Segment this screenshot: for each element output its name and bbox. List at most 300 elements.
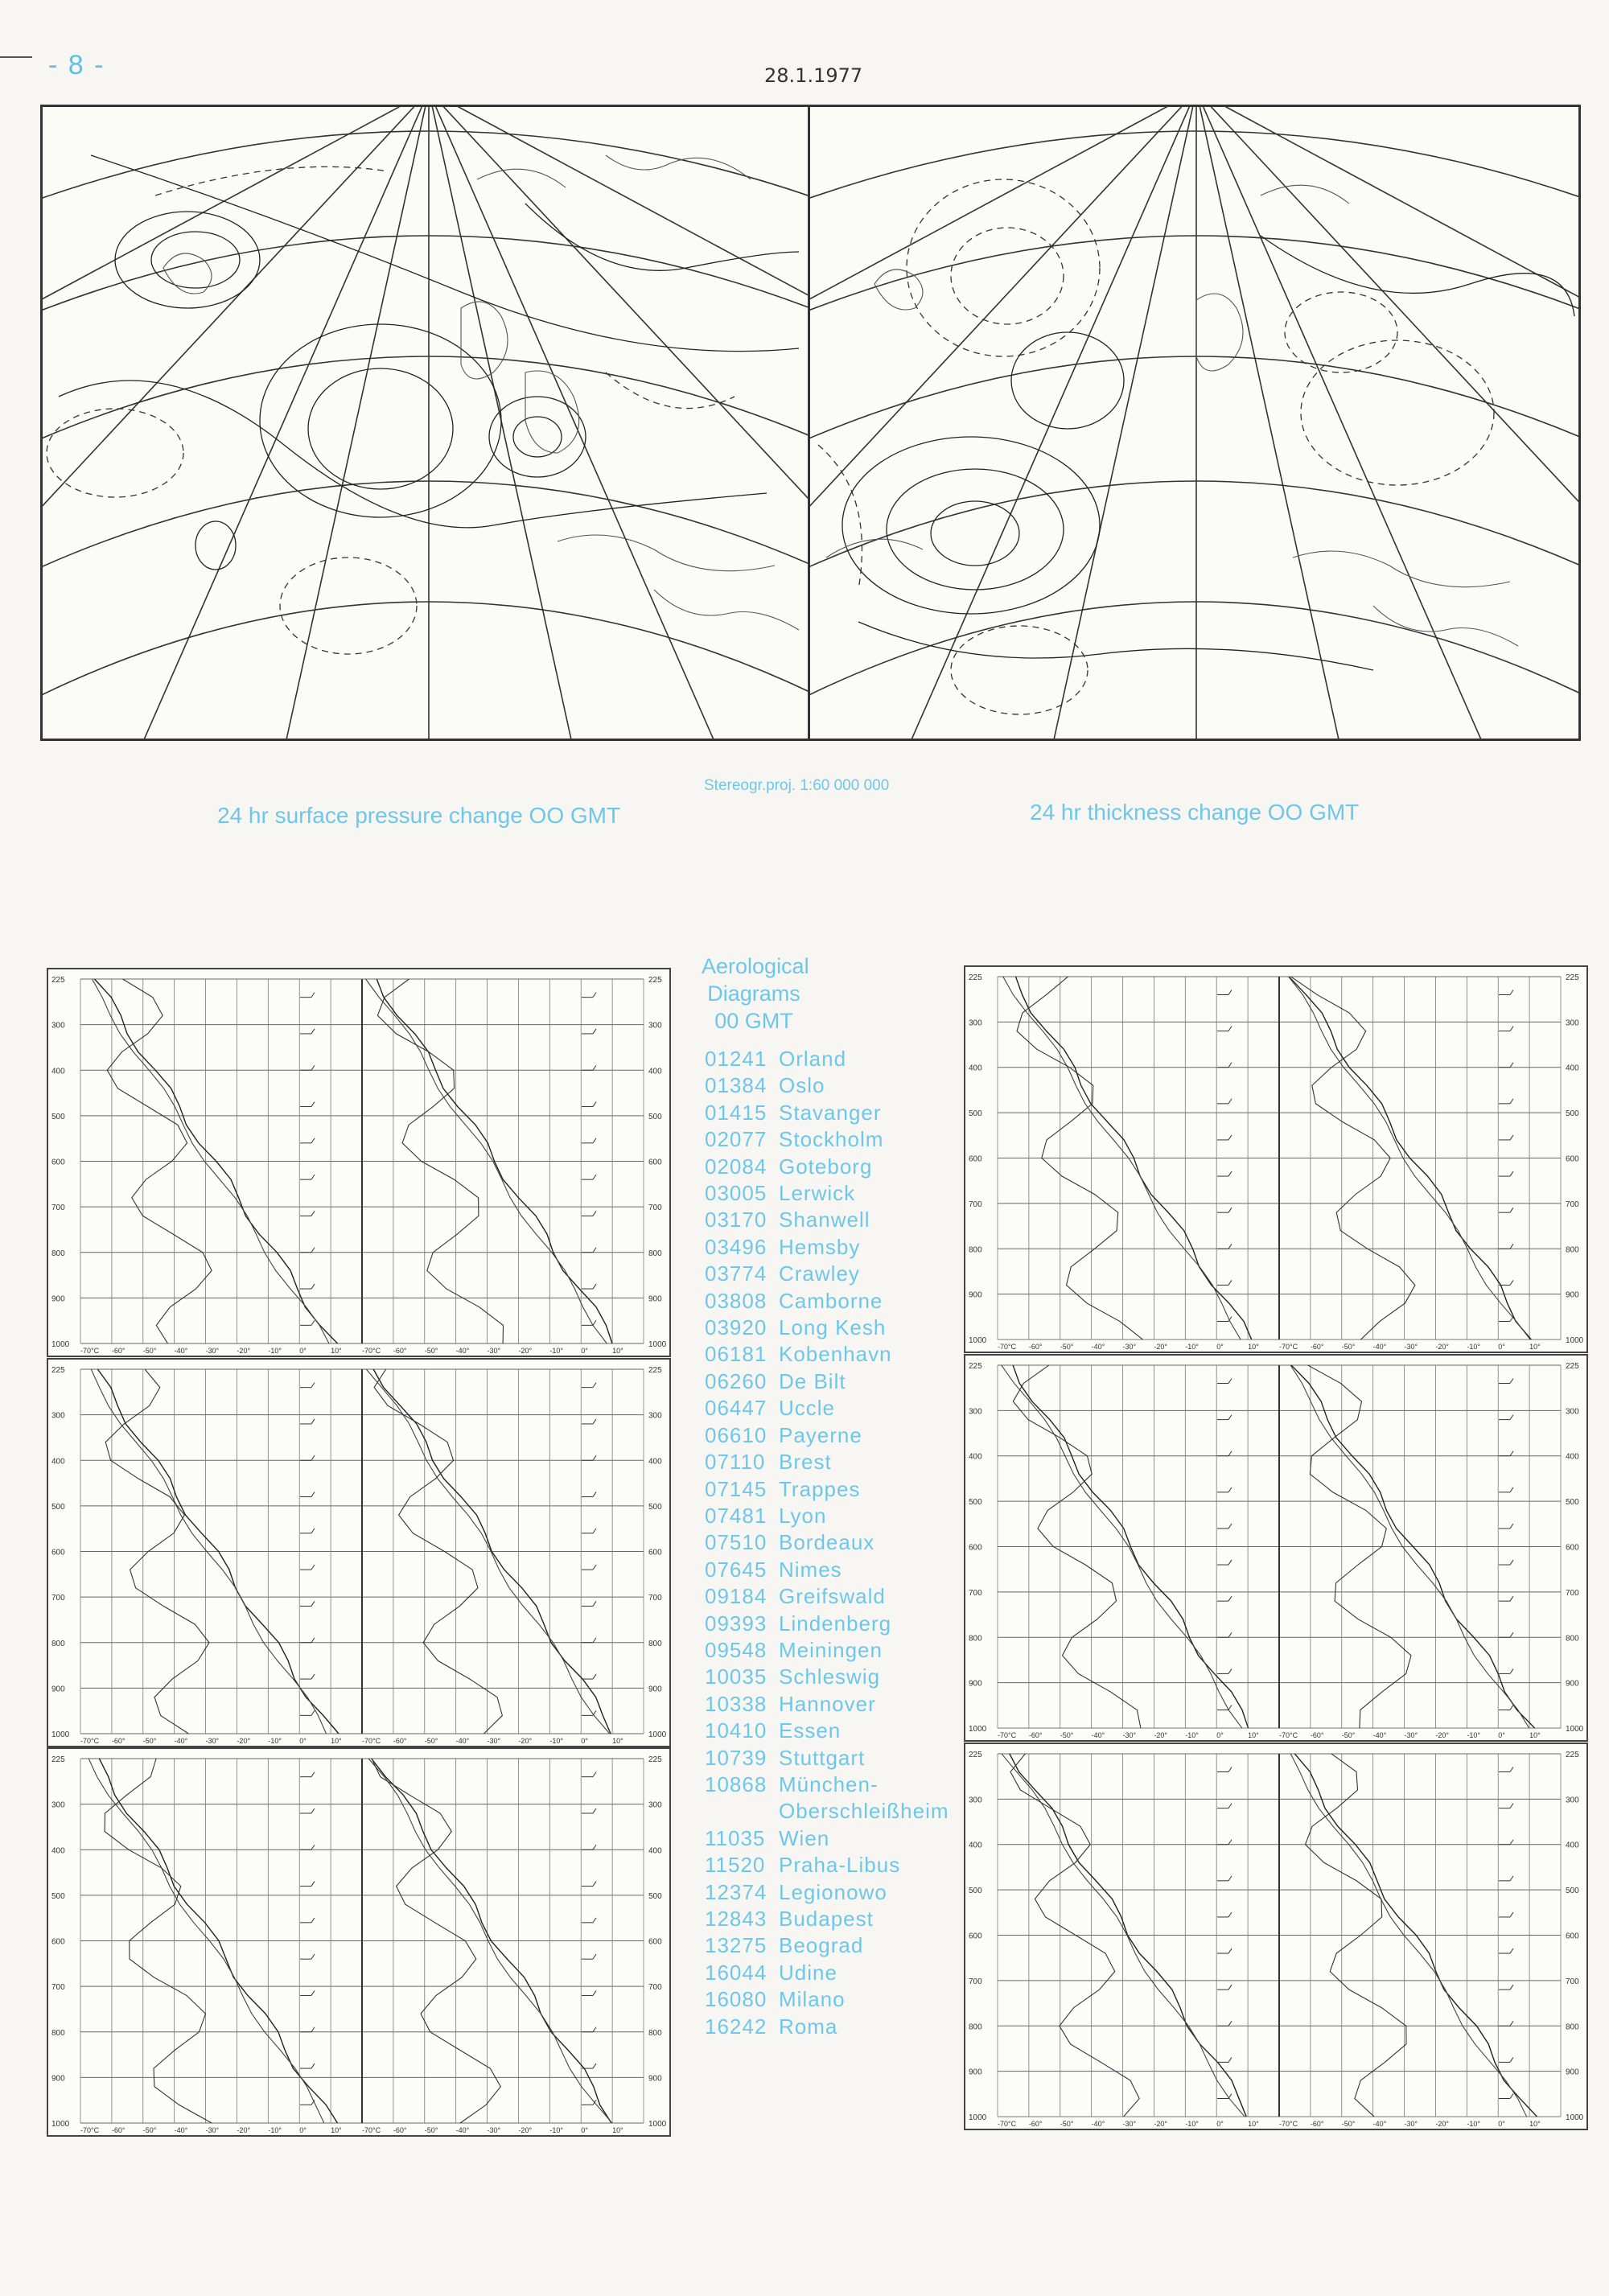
temperature-label: -70°C — [80, 2126, 100, 2134]
aerological-diagram-2 — [47, 1358, 671, 1747]
wind-barb — [1510, 1524, 1513, 1529]
station-name: Goteborg — [779, 1154, 873, 1179]
aerological-title — [702, 953, 809, 1035]
temperature-label: -50° — [1060, 1343, 1074, 1352]
temperature-label: 0° — [1216, 1343, 1224, 1352]
wind-barb — [311, 1102, 315, 1107]
temperature-label: -40° — [455, 2126, 470, 2134]
pressure-label: 1000 — [648, 1340, 667, 1349]
station-item — [705, 1126, 949, 1153]
pressure-map-drawing — [43, 107, 811, 739]
pressure-label: 600 — [51, 1937, 65, 1947]
wind-barb — [1510, 2057, 1513, 2062]
temperature-label: -70°C — [362, 1347, 381, 1355]
pressure-label: 600 — [648, 1937, 662, 1947]
temperature-label: -60° — [111, 1347, 126, 1355]
wind-barb — [1510, 1560, 1513, 1565]
temperature-label: -30° — [1404, 2120, 1418, 2129]
station-code: 16242 — [705, 2014, 767, 2039]
wind-barb — [593, 1772, 596, 1777]
temperature-label: -60° — [1310, 1731, 1324, 1740]
wind-barb — [1510, 1415, 1513, 1420]
pressure-label: 1000 — [51, 1340, 70, 1349]
station-name: Essen — [779, 1718, 842, 1743]
temperature-label: 10° — [331, 1737, 342, 1745]
temperature-label: -60° — [393, 2126, 407, 2134]
temperature-label: 10° — [1529, 2120, 1541, 2129]
wind-barb — [1510, 1876, 1513, 1881]
temperature-label: -60° — [1310, 1343, 1324, 1352]
wind-barb — [1510, 1804, 1513, 1808]
station-name: Schleswig — [779, 1664, 881, 1689]
station-item — [705, 1422, 949, 1449]
wind-barb — [1510, 1596, 1513, 1601]
aerological-title-line1: Aerological — [702, 954, 809, 978]
temperature-label: -10° — [268, 2126, 282, 2134]
pressure-label: 700 — [648, 1204, 662, 1213]
station-item — [705, 1046, 949, 1072]
station-code: 07645 — [705, 1557, 767, 1582]
pressure-label: 300 — [51, 1411, 65, 1421]
pressure-label: 225 — [1566, 1361, 1579, 1371]
station-name: Oslo — [779, 1073, 825, 1098]
wind-barb — [1510, 1840, 1513, 1845]
station-code: 01415 — [705, 1100, 767, 1125]
station-item — [705, 1825, 949, 1852]
page-number: - 8 - — [48, 50, 105, 80]
aerological-diagram-4 — [964, 965, 1588, 1353]
station-code: 07510 — [705, 1530, 767, 1555]
station-code: 02077 — [705, 1127, 767, 1152]
wind-barb — [311, 1320, 315, 1325]
wind-barb — [311, 1175, 315, 1179]
station-name: Beograd — [779, 1933, 864, 1958]
temperature-label: -60° — [111, 1737, 126, 1745]
wind-barb — [1510, 1669, 1513, 1673]
station-name: Praha-Libus — [779, 1853, 901, 1878]
pressure-label: 700 — [51, 1983, 65, 1993]
wind-barb — [593, 1175, 596, 1179]
pressure-label: 225 — [648, 1366, 662, 1375]
temperature-label: 10° — [612, 1737, 623, 1745]
pressure-label: 700 — [969, 1199, 982, 1209]
station-code: 10739 — [705, 1745, 767, 1770]
wind-barb — [1228, 1027, 1232, 1031]
station-code: 11035 — [705, 1825, 766, 1850]
pressure-label: 800 — [51, 1639, 65, 1648]
temperature-label: -30° — [1122, 2120, 1137, 2129]
temperature-label: -10° — [268, 1347, 282, 1355]
station-item — [705, 1691, 949, 1718]
temperature-label: -10° — [549, 1347, 563, 1355]
station-name: Uccle — [779, 1396, 836, 1421]
station-item — [705, 1449, 949, 1475]
temperature-label: -70°C — [362, 2126, 381, 2134]
temperature-label: 10° — [1248, 2120, 1259, 2129]
pressure-label: 400 — [1566, 1064, 1579, 1073]
station-code: 09548 — [705, 1637, 767, 1662]
wind-barb — [311, 1565, 315, 1570]
temperature-label: 10° — [1529, 1343, 1541, 1352]
pressure-label: 300 — [51, 1800, 65, 1810]
wind-barb — [1510, 1063, 1513, 1068]
wind-barb — [1510, 1244, 1513, 1249]
station-code: 06181 — [705, 1342, 767, 1367]
temperature-label: -60° — [393, 1347, 407, 1355]
wind-barb — [1228, 1804, 1232, 1808]
pressure-label: 300 — [969, 1018, 982, 1028]
pressure-label: 900 — [969, 1290, 982, 1300]
station-item — [705, 1852, 949, 1878]
station-name: Oberschleißheim — [779, 1799, 949, 1824]
wind-barb — [1228, 1487, 1232, 1492]
station-code: 10338 — [705, 1691, 767, 1716]
thickness-change-map — [808, 105, 1581, 741]
pressure-label: 600 — [648, 1158, 662, 1167]
temperature-label: -70°C — [998, 1731, 1017, 1740]
pressure-label: 700 — [648, 1983, 662, 1993]
pressure-label: 1000 — [969, 2113, 987, 2123]
wind-barb — [593, 2027, 596, 2032]
aerological-diagram-3 — [47, 1747, 671, 2137]
station-code: 13275 — [705, 1933, 767, 1958]
station-item — [705, 1315, 949, 1341]
station-name: Crawley — [779, 1261, 860, 1286]
temperature-label: -50° — [424, 1347, 438, 1355]
station-item — [705, 1960, 949, 1986]
aerological-diagram-6 — [964, 1743, 1588, 2130]
pressure-label: 300 — [1566, 1796, 1579, 1805]
temperature-label: -50° — [142, 1737, 157, 1745]
pressure-label: 700 — [969, 1977, 982, 1986]
wind-barb — [311, 1211, 315, 1216]
page-date: 28.1.1977 — [764, 64, 863, 87]
station-name: Legionowo — [779, 1879, 887, 1904]
temperature-label: -50° — [424, 2126, 438, 2134]
pressure-label: 225 — [969, 973, 982, 982]
diagram-3-graph — [48, 1749, 669, 2135]
pressure-label: 1000 — [648, 1730, 667, 1739]
wind-barb — [593, 1284, 596, 1289]
pressure-label: 1000 — [51, 2120, 70, 2129]
pressure-label: 300 — [648, 1411, 662, 1421]
station-code: 03005 — [705, 1181, 767, 1206]
wind-barb — [1228, 1208, 1232, 1212]
wind-barb — [1228, 1669, 1232, 1673]
pressure-label: 600 — [1566, 1154, 1579, 1164]
pressure-label: 700 — [51, 1594, 65, 1603]
wind-barb — [593, 1419, 596, 1424]
station-item — [705, 1583, 949, 1610]
temperature-label: 10° — [1248, 1343, 1259, 1352]
pressure-label: 900 — [1566, 1679, 1579, 1689]
pressure-label: 500 — [51, 1891, 65, 1901]
pressure-label: 400 — [648, 1846, 662, 1856]
wind-barb — [1228, 1099, 1232, 1104]
temperature-label: 10° — [331, 1347, 342, 1355]
pressure-label: 800 — [969, 1634, 982, 1644]
pressure-label: 400 — [51, 1067, 65, 1076]
pressure-label: 900 — [51, 2074, 65, 2084]
pressure-label: 900 — [648, 2074, 662, 2084]
pressure-label: 400 — [648, 1457, 662, 1467]
station-name: Meiningen — [779, 1637, 883, 1662]
temperature-label: -70°C — [80, 1737, 100, 1745]
pressure-label: 900 — [51, 1685, 65, 1694]
pressure-label: 300 — [1566, 1407, 1579, 1417]
wind-barb — [1510, 990, 1513, 995]
station-item — [705, 1503, 949, 1529]
station-code: 12843 — [705, 1907, 767, 1931]
temperature-label: -40° — [1372, 1343, 1387, 1352]
temperature-label: -30° — [1404, 1343, 1418, 1352]
station-code: 09393 — [705, 1611, 767, 1636]
wind-barb — [593, 1492, 596, 1497]
temperature-label: -30° — [487, 1347, 501, 1355]
pressure-label: 700 — [51, 1204, 65, 1213]
station-name: Camborne — [779, 1288, 883, 1313]
wind-barb — [593, 1990, 596, 1995]
temperature-label: -40° — [174, 1737, 188, 1745]
diagram-5-graph — [965, 1356, 1586, 1740]
station-name: Hannover — [779, 1691, 876, 1716]
wind-barb — [1228, 2057, 1232, 2062]
temperature-label: 0° — [1216, 1731, 1224, 1740]
temperature-label: -60° — [1310, 2120, 1324, 2129]
station-code: 12374 — [705, 1879, 767, 1904]
wind-barb — [1228, 1063, 1232, 1068]
pressure-label: 1000 — [969, 1336, 987, 1346]
pressure-label: 800 — [1566, 2022, 1579, 2032]
pressure-label: 800 — [648, 1249, 662, 1258]
pressure-label: 225 — [648, 1755, 662, 1764]
temperature-label: 0° — [1498, 2120, 1505, 2129]
station-name: Budapest — [779, 1907, 874, 1931]
temperature-label: -20° — [518, 1737, 533, 1745]
wind-barb — [593, 1565, 596, 1570]
temperature-label: 10° — [331, 2126, 342, 2134]
wind-barb — [593, 1710, 596, 1715]
wind-barb — [1228, 1280, 1232, 1285]
temperature-label: -20° — [237, 1737, 251, 1745]
pressure-label: 300 — [969, 1407, 982, 1417]
wind-barb — [311, 1882, 315, 1887]
pressure-label: 1000 — [1566, 1336, 1584, 1346]
temperature-label: -30° — [205, 1347, 220, 1355]
temperature-label: -20° — [1435, 2120, 1450, 2129]
temperature-label: -30° — [205, 1737, 220, 1745]
station-code: 06260 — [705, 1368, 767, 1393]
temperature-label: -60° — [1028, 1343, 1043, 1352]
wind-barb — [1510, 1171, 1513, 1176]
wind-barb — [593, 1455, 596, 1460]
wind-barb — [311, 1845, 315, 1850]
pressure-label: 700 — [969, 1588, 982, 1598]
temperature-label: -50° — [1341, 1731, 1356, 1740]
temperature-label: 0° — [299, 1347, 307, 1355]
wind-barb — [593, 1529, 596, 1533]
wind-barb — [311, 1029, 315, 1034]
station-name: De Bilt — [779, 1368, 846, 1393]
pressure-label: 800 — [648, 1639, 662, 1648]
station-code: 06610 — [705, 1422, 767, 1447]
station-name: Milano — [779, 1987, 846, 2012]
temperature-label: -70°C — [1279, 1731, 1298, 1740]
pressure-label: 700 — [1566, 1588, 1579, 1598]
pressure-label: 400 — [1566, 1841, 1579, 1850]
wind-barb — [1510, 1948, 1513, 1953]
station-list — [705, 1046, 949, 2040]
pressure-label: 600 — [1566, 1543, 1579, 1553]
temperature-label: -20° — [1154, 2120, 1168, 2129]
wind-barb — [311, 1710, 315, 1715]
station-code: 06447 — [705, 1396, 767, 1421]
pressure-label: 800 — [51, 1249, 65, 1258]
wind-barb — [593, 1320, 596, 1325]
pressure-label: 600 — [969, 1543, 982, 1553]
pressure-label: 500 — [51, 1112, 65, 1121]
temperature-label: -10° — [268, 1737, 282, 1745]
wind-barb — [593, 993, 596, 998]
wind-barb — [311, 1065, 315, 1070]
temperature-label: -20° — [1435, 1343, 1450, 1352]
pressure-label: 800 — [969, 1245, 982, 1255]
temperature-label: -10° — [549, 2126, 563, 2134]
wind-barb — [593, 1954, 596, 1959]
temperature-label: -40° — [1372, 2120, 1387, 2129]
wind-barb — [1510, 1027, 1513, 1031]
temperature-label: -70°C — [1279, 1343, 1298, 1352]
wind-barb — [593, 1065, 596, 1070]
wind-barb — [1510, 1135, 1513, 1140]
wind-barb — [1510, 2021, 1513, 2026]
temperature-label: 10° — [612, 2126, 623, 2134]
wind-barb — [311, 1674, 315, 1679]
pressure-label: 500 — [1566, 1887, 1579, 1896]
temperature-label: -50° — [1341, 2120, 1356, 2129]
pressure-label: 600 — [648, 1548, 662, 1557]
wind-barb — [1510, 2094, 1513, 2099]
station-item — [705, 1180, 949, 1207]
pressure-label: 700 — [1566, 1199, 1579, 1209]
temperature-label: -30° — [1122, 1343, 1137, 1352]
wind-barb — [1510, 1317, 1513, 1322]
pressure-label: 400 — [1566, 1452, 1579, 1462]
temperature-label: -50° — [1341, 1343, 1356, 1352]
wind-barb — [593, 1102, 596, 1107]
pressure-label: 600 — [1566, 1932, 1579, 1941]
station-code: 10868 — [705, 1771, 767, 1796]
wind-barb — [593, 2064, 596, 2068]
pressure-label: 600 — [969, 1154, 982, 1164]
station-name: Greifswald — [779, 1584, 886, 1609]
wind-barb — [1228, 1632, 1232, 1637]
aerological-diagram-1 — [47, 968, 671, 1357]
station-code: 03496 — [705, 1234, 767, 1259]
pressure-label: 700 — [1566, 1977, 1579, 1986]
temperature-label: -20° — [518, 2126, 533, 2134]
pressure-label: 1000 — [51, 1730, 70, 1739]
wind-barb — [593, 1248, 596, 1253]
wind-barb — [1228, 1244, 1232, 1249]
temperature-label: 0° — [581, 1737, 588, 1745]
temperature-label: -20° — [237, 2126, 251, 2134]
pressure-label: 300 — [969, 1796, 982, 1805]
temperature-label: -20° — [237, 1347, 251, 1355]
wind-barb — [1510, 1912, 1513, 1917]
diagram-1-graph — [48, 969, 669, 1356]
station-code: 09184 — [705, 1584, 767, 1609]
station-item — [705, 1745, 949, 1771]
pressure-label: 400 — [969, 1064, 982, 1073]
station-name: Nimes — [779, 1557, 842, 1582]
wind-barb — [311, 1138, 315, 1143]
temperature-label: -70°C — [80, 1347, 100, 1355]
temperature-label: -10° — [1467, 1343, 1480, 1352]
station-item — [705, 1798, 949, 1825]
thickness-caption: 24 hr thickness change OO GMT — [1030, 800, 1360, 825]
wind-barb — [1510, 1451, 1513, 1456]
temperature-label: -40° — [1091, 1343, 1105, 1352]
station-item — [705, 1368, 949, 1395]
station-code: 10410 — [705, 1718, 767, 1743]
temperature-label: -10° — [1467, 2120, 1480, 2129]
station-item — [705, 1664, 949, 1690]
pressure-label: 300 — [51, 1021, 65, 1031]
pressure-label: 800 — [969, 2022, 982, 2032]
aerological-diagram-5 — [964, 1354, 1588, 1742]
surface-pressure-change-map — [40, 105, 813, 741]
wind-barb — [1228, 1876, 1232, 1881]
station-name: Kobenhavn — [779, 1342, 892, 1367]
pressure-label: 600 — [51, 1158, 65, 1167]
station-name: Stuttgart — [779, 1745, 866, 1770]
pressure-label: 1000 — [648, 2120, 667, 2129]
wind-barb — [1510, 1985, 1513, 1989]
station-item — [705, 1234, 949, 1261]
wind-barb — [1510, 1487, 1513, 1492]
pressure-label: 225 — [51, 1755, 65, 1764]
station-item — [705, 1341, 949, 1368]
temperature-label: -70°C — [998, 2120, 1017, 2129]
pressure-label: 225 — [969, 1750, 982, 1759]
station-code: 03920 — [705, 1315, 767, 1340]
temperature-label: 0° — [1498, 1731, 1505, 1740]
wind-barb — [593, 1674, 596, 1679]
temperature-label: -70°C — [362, 1737, 381, 1745]
wind-barb — [311, 1383, 315, 1388]
pressure-label: 300 — [1566, 1018, 1579, 1028]
temperature-label: -10° — [1185, 1343, 1199, 1352]
wind-barb — [311, 1529, 315, 1533]
wind-barb — [311, 1455, 315, 1460]
wind-barb — [1228, 1415, 1232, 1420]
wind-barb — [593, 1138, 596, 1143]
wind-barb — [311, 993, 315, 998]
temperature-label: -50° — [142, 2126, 157, 2134]
temperature-label: -30° — [1122, 1731, 1137, 1740]
station-name: Wien — [779, 1825, 830, 1850]
station-name: Lyon — [779, 1503, 827, 1528]
wind-barb — [311, 1954, 315, 1959]
pressure-label: 1000 — [969, 1725, 987, 1734]
station-name: Trappes — [779, 1476, 861, 1501]
station-code: 01384 — [705, 1073, 767, 1098]
wind-barb — [311, 1808, 315, 1813]
pressure-label: 500 — [648, 1112, 662, 1121]
station-code: 16080 — [705, 1987, 767, 2012]
wind-barb — [1228, 1171, 1232, 1176]
